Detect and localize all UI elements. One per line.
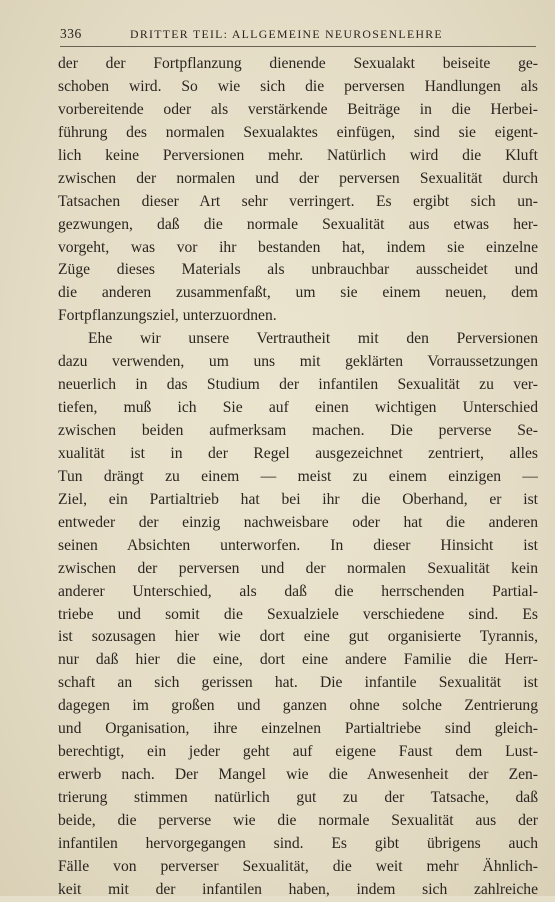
text-line: der der Fortpflanzung dienende Sexualakt beiseite ge- [58, 55, 538, 72]
text-line: infantilen hervorgegangen sind. Es gibt übrigens auch [58, 834, 538, 852]
text-line: keit mit der infantilen haben, indem sich zahlreiche [58, 880, 538, 898]
text-line: zwischen beiden aufmerksam machen. Die perverse Se- [58, 422, 538, 439]
text-line: nur daß hier die eine, dort eine andere Familie die Herr- [58, 651, 538, 669]
body-text [58, 53, 538, 902]
text-line: vorbereitende oder als verstärkende Beiträge in die Herbei- [58, 100, 538, 118]
text-line: erwerb nach. Der Mangel wie die Anwesenheit der Zen- [58, 766, 538, 784]
text-line: Fortpflanzungsziel, unterzuordnen. [58, 307, 277, 325]
page-number: 336 [60, 26, 82, 41]
text-line: gezwungen, daß die normale Sexualität aus etwas her- [58, 215, 538, 233]
text-line: und Organisation, ihre einzelnen Partialtriebe sind gleich- [58, 720, 538, 738]
text-line: tiefen, muß ich Sie auf einen wichtigen Unterschied [58, 399, 538, 417]
text-line: Ehe wir unsere Vertrautheit mit den Perversionen [88, 330, 538, 348]
text-line: zwischen der perversen und der normalen Sexualität kein [58, 559, 538, 577]
text-line: seinen Absichten unterworfen. In dieser Hinsicht ist [58, 536, 538, 554]
text-line: entweder der einzig nachweisbare oder hat die anderen [58, 513, 538, 531]
text-line: vorgeht, was vor ihr bestanden hat, indem sie einzelne [58, 238, 538, 256]
header-rule [60, 46, 536, 47]
page-header [60, 26, 500, 44]
text-line: xualität ist in der Regel ausgezeichnet zentriert, alles [58, 444, 538, 462]
text-line: ist sozusagen hier wie dort eine gut organisierte Tyrannis, [58, 628, 538, 646]
text-line: triebe und somit die Sexualziele verschiedene sind. Es [58, 605, 538, 623]
text-line: beide, die perverse wie die normale Sexualität aus der [58, 811, 538, 829]
text-line: schaft an sich gerissen hat. Die infantile Sexualität ist [58, 674, 538, 692]
text-line: Tun drängt zu einem — meist zu einem einzigen — [58, 467, 538, 485]
running-head: DRITTER TEIL: ALLGEMEINE NEUROSENLEHRE [130, 27, 443, 41]
text-line: dagegen im großen und ganzen ohne solche Zentrierung [58, 697, 538, 715]
text-line: lich keine Perversionen mehr. Natürlich wird die Kluft [58, 146, 538, 164]
text-line: Ziel, ein Partialtrieb hat bei ihr die Oberhand, er ist [58, 490, 538, 508]
text-line: berechtigt, ein jeder geht auf eigene Faust dem Lust- [58, 743, 538, 761]
text-line: die anderen zusammenfaßt, um sie einem neuen, dem [58, 284, 538, 302]
text-line: Fälle von perverser Sexualität, die weit mehr Ähnlich- [58, 857, 538, 875]
text-line: Züge dieses Materials als unbrauchbar ausscheidet und [58, 261, 538, 279]
text-line: schoben wird. So wie sich die perversen Handlungen als [58, 77, 538, 95]
text-line: neuerlich in das Studium der infantilen Sexualität zu ver- [58, 376, 538, 394]
text-line: dazu verwenden, um uns mit geklärten Vorraussetzungen [58, 353, 538, 371]
text-line: anderer Unterschied, als daß die herrschenden Partial- [58, 582, 538, 600]
text-line: zwischen der normalen und der perversen Sexualität durch [58, 169, 538, 187]
text-line: Tatsachen dieser Art sehr verringert. Es ergibt sich un- [58, 192, 538, 210]
text-line: trierung stimmen natürlich gut zu der Tatsache, daß [58, 789, 538, 806]
text-line: führung des normalen Sexualaktes einfügen, sind sie eigent- [58, 123, 538, 141]
